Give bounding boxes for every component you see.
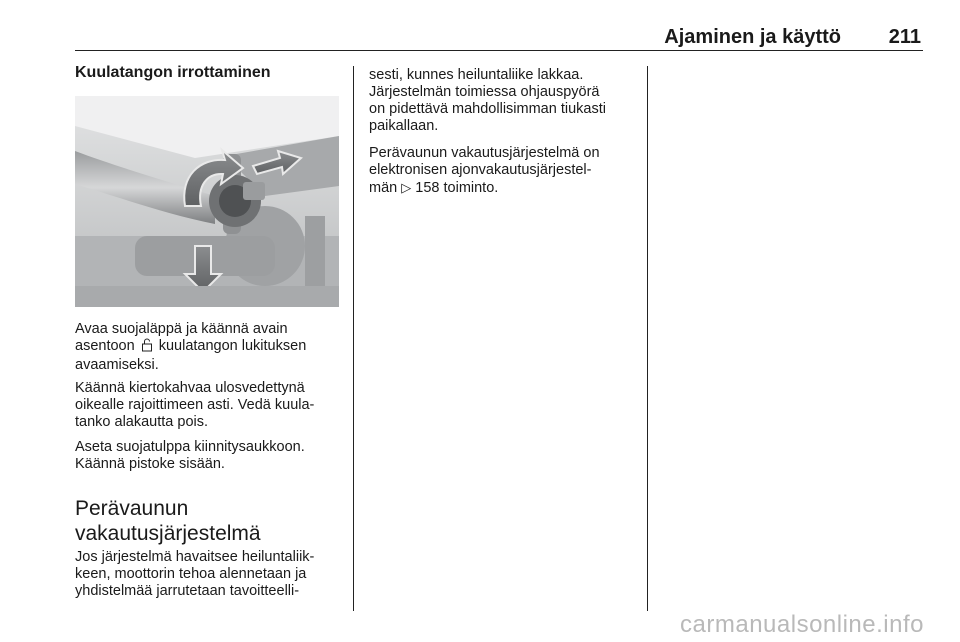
heading-line: Perävaunun [75, 497, 189, 520]
watermark: carmanualsonline.info [680, 611, 924, 638]
paragraph-stability-system [75, 549, 350, 600]
text-line: Avaa suojaläppä ja käännä avain [75, 321, 288, 337]
unlock-key-icon [141, 338, 153, 357]
text-line: sesti, kunnes heiluntaliike lakkaa. [369, 67, 584, 83]
paragraph-continued [369, 67, 644, 135]
text-line: yhdistelmää jarrutetaan tavoitteelli- [75, 583, 300, 599]
text-fragment: kuulatangon lukituksen [158, 338, 307, 354]
text-line: paikallaan. [369, 118, 439, 134]
page-number: 211 [888, 26, 921, 48]
text-line: Käännä pistoke sisään. [75, 456, 225, 472]
subheading: Kuulatangon irrottaminen [75, 64, 271, 81]
page-reference-arrow-icon[interactable]: ▷ [401, 180, 412, 195]
text-line: on pidettävä mahdollisimman tiukasti [369, 101, 606, 117]
paragraph-turn-handle [75, 380, 350, 431]
heading-line: vakautusjärjestelmä [75, 522, 261, 545]
text-line: avaamiseksi. [75, 357, 159, 373]
text-line: Jos järjestelmä havaitsee heiluntaliik- [75, 549, 315, 565]
towbar-illustration [75, 96, 339, 307]
page-reference-link[interactable]: 158 toiminto. [415, 180, 499, 196]
text-fragment: asentoon [75, 338, 135, 354]
text-fragment: män [369, 180, 398, 196]
text-line: Järjestelmän toimiessa ohjauspyörä [369, 84, 600, 100]
section-heading [75, 496, 355, 546]
paragraph-esc-reference [369, 145, 644, 197]
text-line: Käännä kiertokahvaa ulosvedettynä [75, 380, 305, 396]
header-title: Ajaminen ja käyttö [664, 26, 841, 48]
column-divider-right [647, 66, 648, 611]
text-line [369, 179, 644, 197]
paragraph-protective-plug [75, 439, 350, 473]
text-line: Aseta suojatulppa kiinnitysaukkoon. [75, 439, 305, 455]
text-line: keen, moottorin tehoa alennetaan ja [75, 566, 307, 582]
text-line: oikealle rajoittimeen asti. Vedä kuula- [75, 397, 315, 413]
text-line [75, 338, 350, 357]
towbar-drawing [75, 96, 339, 307]
text-line: elektronisen ajonvakautusjärjestel- [369, 162, 592, 178]
page-header [75, 22, 923, 50]
text-line: Perävaunun vakautusjärjestelmä on [369, 145, 600, 161]
text-line: tanko alakautta pois. [75, 414, 209, 430]
paragraph-open-flap [75, 321, 350, 374]
header-rule [75, 50, 923, 51]
